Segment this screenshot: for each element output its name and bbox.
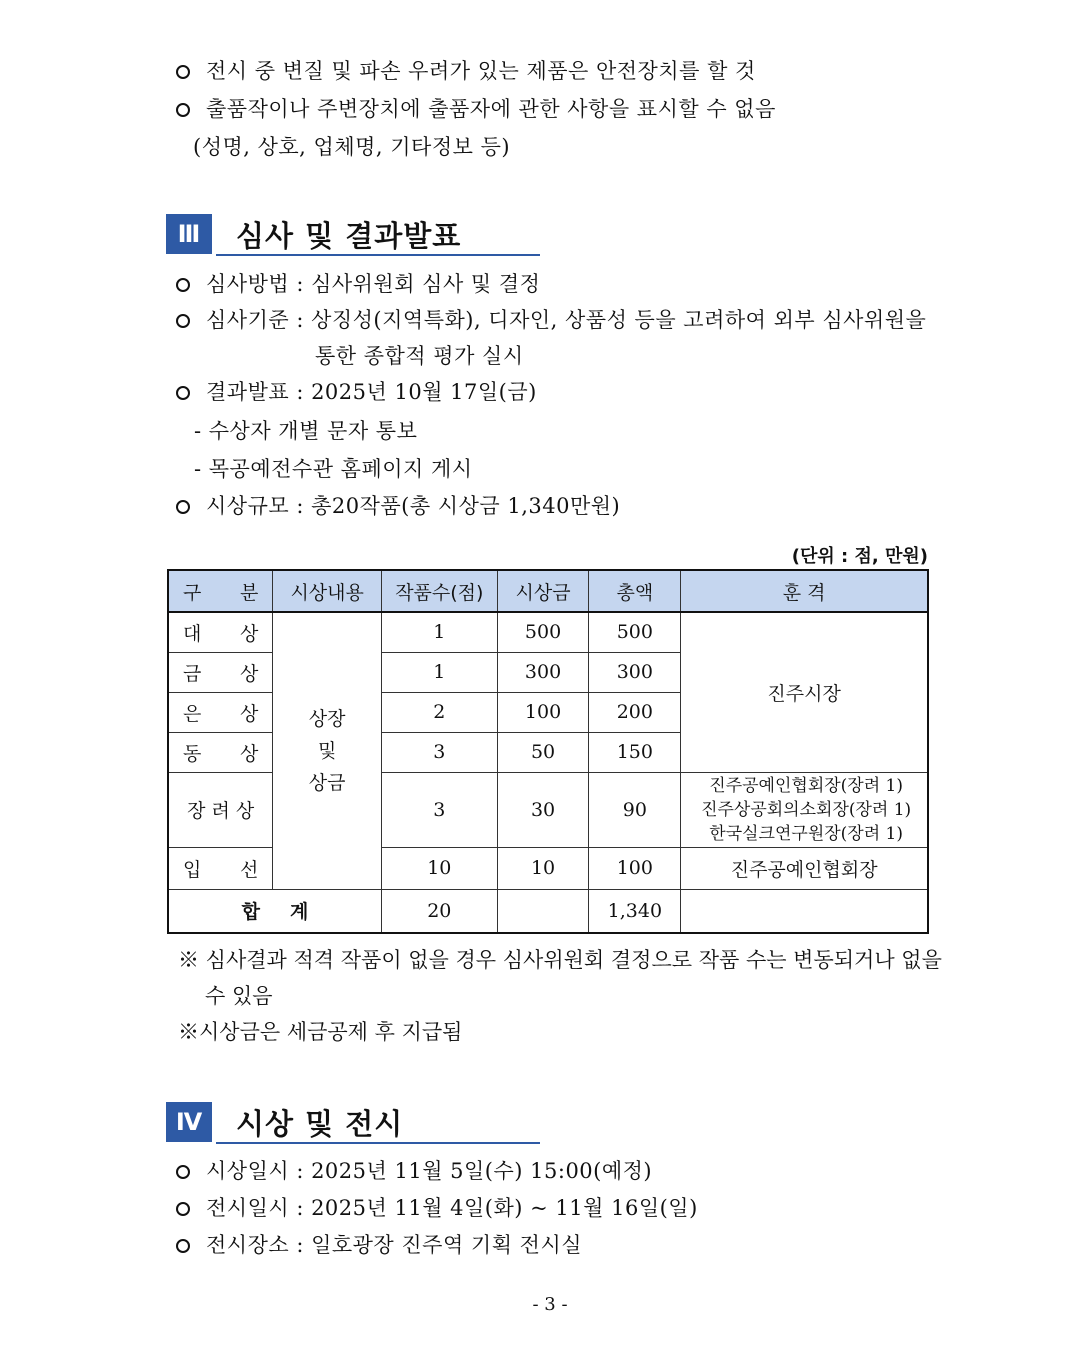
header-count: 작품수(점) bbox=[381, 570, 497, 612]
row-category: 동 상 bbox=[168, 732, 273, 772]
exhibit-date: 전시일시 : 2025년 11월 4일(화) ~ 11월 16일(일) bbox=[176, 1195, 698, 1221]
section-rule-4 bbox=[216, 1142, 540, 1144]
honor-selected: 진주공예인협회장 bbox=[681, 847, 928, 889]
review-criteria-continuation: 통한 종합적 평가 실시 bbox=[315, 344, 524, 368]
row-category: 금 상 bbox=[168, 652, 273, 692]
sum-honor bbox=[681, 889, 928, 933]
row-total: 500 bbox=[589, 612, 681, 652]
header-prize: 시상금 bbox=[497, 570, 589, 612]
row-prize: 500 bbox=[497, 612, 589, 652]
row-prize: 50 bbox=[497, 732, 589, 772]
row-prize: 300 bbox=[497, 652, 589, 692]
circle-bullet-icon bbox=[176, 278, 190, 292]
circle-bullet-icon bbox=[176, 500, 190, 514]
row-total: 150 bbox=[589, 732, 681, 772]
sum-total: 1,340 bbox=[589, 889, 681, 933]
row-prize: 10 bbox=[497, 847, 589, 889]
exhibit-place: 전시장소 : 일호광장 진주역 기획 전시실 bbox=[176, 1232, 582, 1258]
circle-bullet-icon bbox=[176, 1202, 190, 1216]
intro-item-1: 전시 중 변질 및 파손 우려가 있는 제품은 안전장치를 할 것 bbox=[176, 58, 756, 84]
table-header-row bbox=[168, 570, 928, 612]
intro-item-2-continuation: (성명, 상호, 업체명, 기타정보 등) bbox=[193, 135, 511, 159]
row-count: 2 bbox=[381, 692, 497, 732]
honor-encourage: 진주공예인협회장(장려 1) 진주상공회의소회장(장려 1) 한국실크연구원장(장려 1) bbox=[681, 772, 928, 847]
row-category: 장 려 상 bbox=[168, 772, 273, 847]
award-content-cell: 상장 및 상금 bbox=[273, 612, 382, 889]
honor-mayor: 진주시장 bbox=[681, 612, 928, 772]
row-prize: 100 bbox=[497, 692, 589, 732]
sum-label: 합 계 bbox=[168, 889, 381, 933]
header-honor: 훈 격 bbox=[681, 570, 928, 612]
intro-item-2: 출품작이나 주변장치에 출품자에 관한 사항을 표시할 수 없음 bbox=[176, 96, 776, 122]
circle-bullet-icon bbox=[176, 103, 190, 117]
announcement-sub-2: - 목공예전수관 홈페이지 게시 bbox=[194, 457, 473, 481]
circle-bullet-icon bbox=[176, 314, 190, 328]
circle-bullet-icon bbox=[176, 386, 190, 400]
award-table bbox=[167, 569, 929, 934]
section-title-4: 시상 및 전시 bbox=[236, 1107, 404, 1141]
result-announcement: 결과발표 : 2025년 10월 17일(금) bbox=[176, 379, 537, 405]
row-count: 10 bbox=[381, 847, 497, 889]
circle-bullet-icon bbox=[176, 65, 190, 79]
page-number: - 3 - bbox=[532, 1294, 568, 1315]
table-sum-row bbox=[168, 889, 928, 933]
circle-bullet-icon bbox=[176, 1165, 190, 1179]
header-content: 시상내용 bbox=[273, 570, 382, 612]
review-method: 심사방법 : 심사위원회 심사 및 결정 bbox=[176, 271, 540, 297]
section-number-4: Ⅳ bbox=[166, 1102, 212, 1142]
note-1: ※ 심사결과 적격 작품이 없을 경우 심사위원회 결정으로 작품 수는 변동되거나 없을 bbox=[178, 948, 942, 972]
award-date: 시상일시 : 2025년 11월 5일(수) 15:00(예정) bbox=[176, 1158, 652, 1184]
row-count: 1 bbox=[381, 612, 497, 652]
award-scale: 시상규모 : 총20작품(총 시상금 1,340만원) bbox=[176, 493, 620, 519]
row-total: 100 bbox=[589, 847, 681, 889]
circle-bullet-icon bbox=[176, 1239, 190, 1253]
review-criteria: 심사기준 : 상징성(지역특화), 디자인, 상품성 등을 고려하여 외부 심사위원을 bbox=[176, 307, 926, 333]
sum-count: 20 bbox=[381, 889, 497, 933]
row-count: 1 bbox=[381, 652, 497, 692]
row-category: 은 상 bbox=[168, 692, 273, 732]
row-total: 90 bbox=[589, 772, 681, 847]
section-title-3: 심사 및 결과발표 bbox=[236, 219, 462, 253]
note-2: ※시상금은 세금공제 후 지급됨 bbox=[178, 1020, 463, 1044]
header-category: 구 분 bbox=[168, 570, 273, 612]
announcement-sub-1: - 수상자 개별 문자 통보 bbox=[194, 419, 418, 443]
table-row bbox=[168, 612, 928, 652]
sum-prize bbox=[497, 889, 589, 933]
row-category: 대 상 bbox=[168, 612, 273, 652]
row-total: 200 bbox=[589, 692, 681, 732]
header-total: 총액 bbox=[589, 570, 681, 612]
table-unit-label: (단위 : 점, 만원) bbox=[791, 546, 928, 567]
note-1-continuation: 수 있음 bbox=[205, 984, 273, 1008]
section-rule-3 bbox=[216, 254, 540, 256]
row-total: 300 bbox=[589, 652, 681, 692]
section-number-3: Ⅲ bbox=[166, 214, 212, 254]
row-count: 3 bbox=[381, 772, 497, 847]
row-category: 입 선 bbox=[168, 847, 273, 889]
row-count: 3 bbox=[381, 732, 497, 772]
row-prize: 30 bbox=[497, 772, 589, 847]
